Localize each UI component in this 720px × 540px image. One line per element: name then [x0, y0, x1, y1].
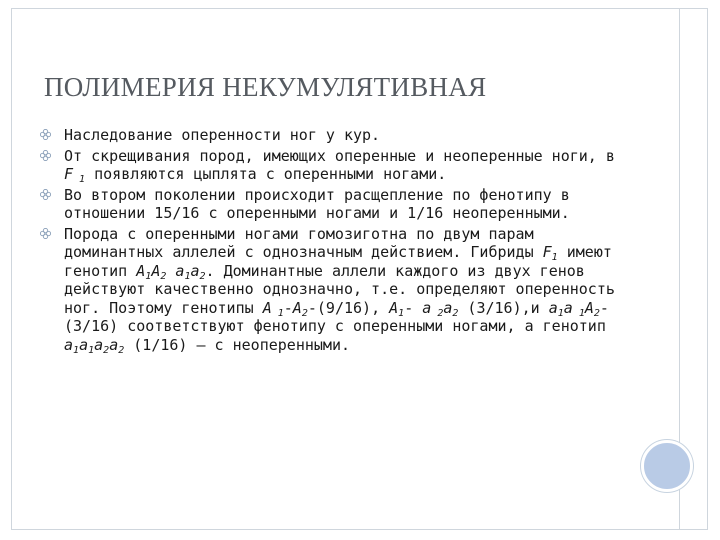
bullet-text: имеют генотип — [64, 243, 612, 280]
bullet-item — [40, 147, 620, 184]
bullet-text: - — [404, 298, 423, 317]
bullet-text: -(9/16), — [307, 298, 390, 317]
bullet-item — [40, 186, 620, 223]
circle-ornament-icon — [641, 440, 693, 492]
bullet-text: - — [283, 298, 293, 317]
bullet-text: появляются цыплята с оперенными ногами. — [85, 165, 447, 183]
bullet-text: 1 — [73, 174, 86, 185]
bullet-text: A — [262, 298, 272, 317]
bullet-text: (1/16) – с неоперенными. — [124, 335, 351, 354]
bullet-text: a — [548, 298, 558, 317]
bullet-text: 1 — [145, 270, 152, 282]
bullet-text: 1 — [398, 307, 405, 319]
bullet-text: 1 — [551, 252, 558, 263]
bullet-text: a — [64, 335, 74, 354]
bullet-text: 2 — [301, 307, 308, 319]
bullet-text: 2 — [593, 307, 600, 319]
bullet-text: 2 — [452, 307, 459, 319]
bullet-text: 2 — [199, 270, 206, 282]
bullet-text: a — [443, 298, 453, 317]
bullet-text: 1 — [557, 307, 564, 319]
bullet-text: 1 — [572, 307, 585, 319]
bullet-text: a — [94, 335, 104, 354]
bullet-text: A — [389, 298, 399, 317]
bullet-item — [40, 225, 620, 355]
bullet-text: . Доминантные аллели каждого из двух генов действуют качественно однозначно, т.е. определяют оперенность ног. Поэтому генотипы — [64, 261, 615, 317]
bullet-text: F — [542, 243, 552, 261]
bullet-text: F — [64, 165, 74, 183]
bullet-text: 2 — [118, 344, 125, 356]
bullet-text: 1 — [271, 307, 284, 319]
bullet-text: От скрещивания пород, имеющих оперенные и неоперенные ноги, в — [64, 146, 615, 165]
flower-bullet-icon — [40, 129, 51, 140]
bullet-text: Наследование оперенности ног у кур. — [64, 126, 381, 144]
flower-bullet-icon — [40, 189, 51, 200]
bullet-list — [40, 126, 620, 356]
bullet-text: A — [151, 261, 161, 280]
bullet-text: Во втором поколении происходит расщепление по фенотипу в отношении 15/16 с оперенными ногами и 1/16 неоперенными. — [64, 185, 570, 222]
bullet-item — [40, 126, 620, 145]
bullet-text: 1 — [88, 344, 95, 356]
bullet-text: a — [190, 261, 200, 280]
flower-bullet-icon — [40, 150, 51, 161]
bullet-text: a — [166, 261, 185, 280]
bullet-text: 1 — [73, 344, 80, 356]
bullet-text: a — [422, 298, 432, 317]
bullet-text: A — [292, 298, 302, 317]
bullet-text: 1 — [184, 270, 191, 282]
bullet-text: A — [584, 298, 594, 317]
bullet-text: a — [563, 298, 573, 317]
bullet-text: 2 — [103, 344, 110, 356]
bullet-text: a — [79, 335, 89, 354]
bullet-text: (3/16),и — [458, 298, 549, 317]
slide-title: ПОЛИМЕРИЯ НЕКУМУЛЯТИВНАЯ — [44, 72, 487, 102]
bullet-text: 2 — [431, 307, 444, 319]
bullet-text: - (3/16) соответствуют фенотипу с оперенными ногами, а генотип — [64, 298, 609, 335]
bullet-text: 2 — [160, 270, 167, 282]
bullet-text: A — [136, 261, 146, 280]
flower-bullet-icon — [40, 228, 51, 239]
bullet-text: Порода с оперенными ногами гомозиготна по двум парам доминантных аллелей с однозначным действием. Гибриды — [64, 224, 543, 261]
bullet-text: a — [109, 335, 119, 354]
